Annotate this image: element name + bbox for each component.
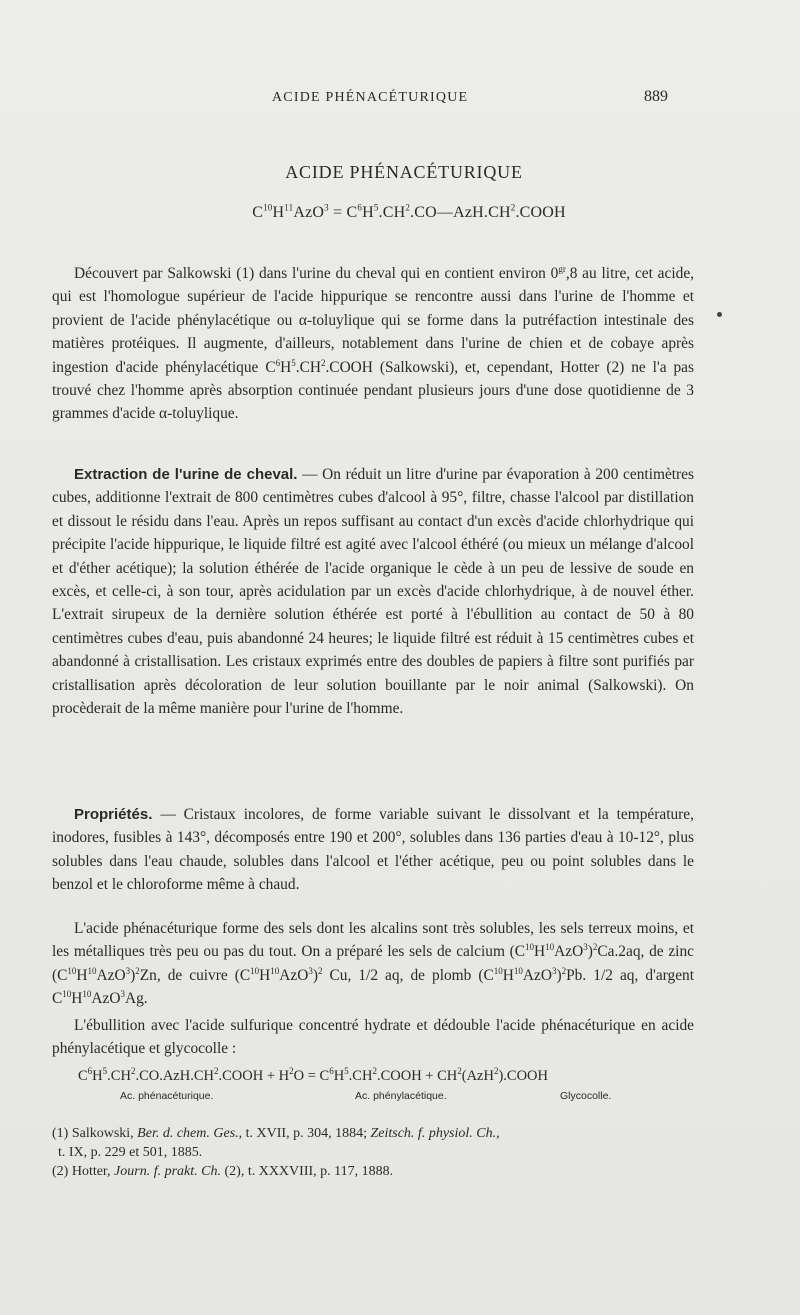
footnotes xyxy=(52,1124,694,1181)
margin-mark xyxy=(717,312,722,317)
paragraph-salts: L'acide phénacéturique forme des sels dont les alcalins sont très solubles, les sels terreux moins, et les métalliques très peu ou pas du tout. On a préparé les sels de calcium $(C^{10}H^{10}AzO^3)^2Ca.2aq$, de zinc $(C^{10}H^{10}AzO^3)^2Zn$, de cuivre $(C^{10}H^{10}AzO^3)^2$ Cu, 1/2 aq, de plomb $(C^{10}H^{10}AzO^3)^2Pb$. 1/2 aq, d'argent $C^{10}H^{10}AzO^3Ag$. xyxy=(52,920,694,1008)
running-head-title: ACIDE PHÉNACÉTURIQUE xyxy=(272,90,469,105)
section-heading-extraction: Extraction de l'urine de cheval. xyxy=(74,466,298,483)
paragraph-properties: Propriétés. — Cristaux incolores, de forme variable suivant le dissolvant et la température, inodores, fusibles à 143°, décomposés entre 190 et 200°, solubles dans 136 parties d'eau à 10-12°, plus solubles dans l'eau chaude, solubles dans l'alcool et l'éther acétique, peu ou point solubles dans le benzol et le chloroforme même à chaud. xyxy=(52,806,694,894)
footnote-2: (2) Hotter, Journ. f. prakt. Ch. (2), t. XXXVIII, p. 117, 1888. xyxy=(52,1164,394,1179)
page-number: 889 xyxy=(644,88,668,105)
section-heading-properties: Propriétés. xyxy=(74,806,153,823)
equation-line: $C^6H^5.CH^2.CO.AzH.CH^2.COOH + H^2O$ = $C^6H^5.CH^2.COOH$ + $CH^2(AzH^2).COOH$ xyxy=(78,1066,548,1084)
footnote-1: (1) Salkowski, Ber. d. chem. Ges., t. XVII, p. 304, 1884; Zeitsch. f. physiol. Ch., xyxy=(52,1126,500,1141)
paragraph-hydrolysis: L'ébullition avec l'acide sulfurique concentré hydrate et dédouble l'acide phénacéturique en acide phénylacétique et glycocolle : xyxy=(52,1017,694,1058)
equation-label-phenylacetic: Ac. phénylacétique. xyxy=(355,1090,447,1102)
paragraph-discovery: Découvert par Salkowski (1) dans l'urine du cheval qui en contient environ $0^{gr},8$ au litre, cet acide, qui est l'homologue supérieur de l'acide hippurique se rencontre aussi dans l'urine de l'homme et provient de l'acide phénylacétique ou α-toluylique qui se forme dans la putréfaction intestinale des matières protéiques. Il augmente, d'ailleurs, notablement dans l'urine de chien et de cobaye après ingestion d'acide phénylacétique $C^6H^5.CH^2.COOH$ (Salkowski), et, cependant, Hotter (2) ne l'a pas trouvé chez l'homme après absorption continuée pendant plusieurs jours d'une dose quotidienne de 3 grammes d'acide α-toluylique. xyxy=(52,263,694,423)
footnote-1-continuation: t. IX, p. 229 et 501, 1885. xyxy=(58,1145,203,1160)
hydrolysis-equation xyxy=(78,1068,678,1112)
running-head xyxy=(0,88,800,112)
equation-label-glycocolle: Glycocolle. xyxy=(560,1090,612,1102)
paragraph-extraction: Extraction de l'urine de cheval. — On réduit un litre d'urine par évaporation à 200 centimètres cubes, additionne l'extrait de 800 centimètres cubes d'alcool à 95°, filtre, chasse l'alcool par distillation et dissout le résidu dans l'eau. Après un repos suffisant au contact d'un excès d'acide chlorhydrique qui précipite l'acide hippurique, le liquide filtré est agité avec l'alcool éthéré (ou mieux un mélange d'alcool et d'éther acétique); la solution éthérée de l'acide organique le cède à un peu de lessive de soude en excès, et celle-ci, à son tour, après acidulation par un excès d'acide chlorhydrique, à de nouvel éther. L'extrait sirupeux de la dernière solution éthérée est porté à l'ébullition au contact de 50 à 80 centimètres cubes d'eau, puis abandonné 24 heures; le liquide filtré est réduit à 15 centimètres cubes et abandonné à cristallisation. Les cristaux exprimés entre des doubles de papiers à filtre sont purifiés par cristallisation après décoloration de leur solution bouillante par le noir animal (Salkowski). On procèderait de la même manière pour l'urine de l'homme. xyxy=(52,466,694,718)
chemical-formula: $C^{10}H^{11}AzO^3$ = $C^6H^5.CH^2.CO—AzH.CH^2.COOH$ xyxy=(252,202,566,221)
equation-label-phenaceturic: Ac. phénacéturique. xyxy=(120,1090,214,1102)
document-title: ACIDE PHÉNACÉTURIQUE xyxy=(285,162,523,182)
